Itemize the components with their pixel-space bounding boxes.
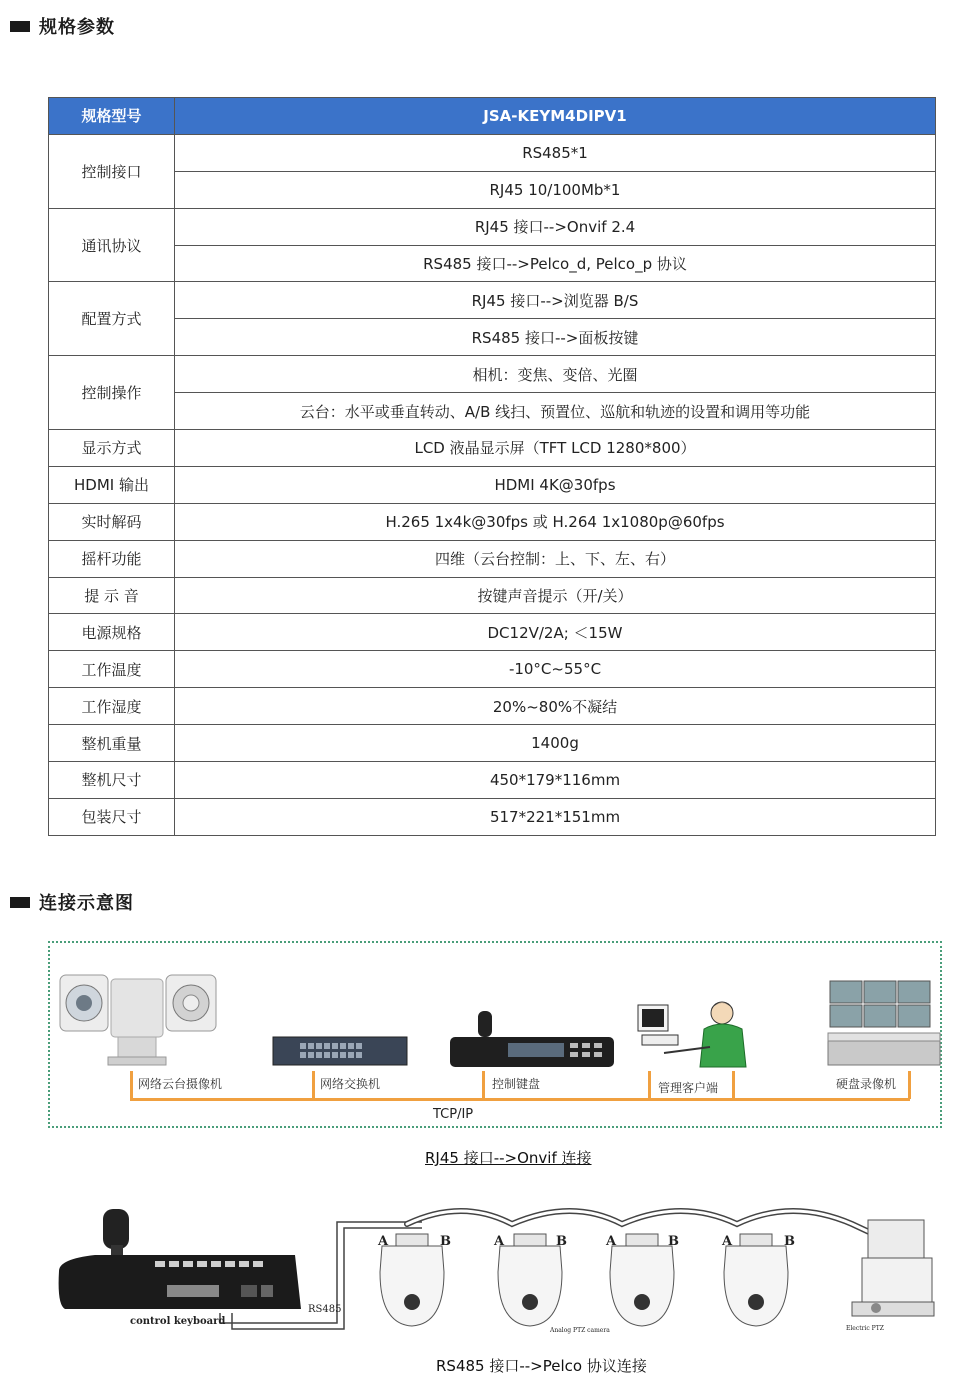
- table-row: [49, 688, 936, 725]
- pelco-caption: RS485 接口-->Pelco 协议连接: [436, 1357, 647, 1375]
- row-label: 控制接口: [49, 134, 175, 208]
- bus-drop: [130, 1071, 133, 1099]
- tcp-ip-label: TCP/IP: [433, 1107, 474, 1122]
- row-value: H.265 1x4k@30fps 或 H.264 1x1080p@60fps: [175, 503, 936, 540]
- row-value: 1400g: [175, 725, 936, 762]
- row-label: 电源规格: [49, 614, 175, 651]
- control-keyboard-icon: [55, 1205, 305, 1315]
- table-row: [49, 208, 936, 245]
- rs485-label: RS485: [308, 1304, 342, 1315]
- keyboard-label: control keyboard: [130, 1316, 226, 1327]
- row-value: RJ45 接口-->浏览器 B/S: [175, 282, 936, 319]
- network-diagram: [48, 941, 942, 1128]
- table-row: [49, 651, 936, 688]
- tcp-bus-line: [130, 1098, 910, 1101]
- onvif-caption: RJ45 接口-->Onvif 连接: [425, 1149, 592, 1167]
- diagram-title: 连接示意图: [39, 893, 134, 914]
- terminal-a-label: A: [606, 1234, 617, 1249]
- terminal-b-label: B: [668, 1234, 679, 1249]
- table-row: [49, 762, 936, 799]
- row-value: RS485*1: [175, 134, 936, 171]
- row-value: 相机：变焦、变倍、光圈: [175, 356, 936, 393]
- row-label: 包装尺寸: [49, 798, 175, 835]
- specs-title: 规格参数: [39, 17, 115, 38]
- electric-ptz-label: Electric PTZ: [846, 1325, 884, 1332]
- row-value: 云台：水平或垂直转动、A/B 线扫、预置位、巡航和轨迹的设置和调用等功能: [175, 393, 936, 430]
- table-row: [49, 245, 936, 282]
- terminal-b-label: B: [556, 1234, 567, 1249]
- row-label: 通讯协议: [49, 208, 175, 282]
- row-value: RJ45 10/100Mb*1: [175, 171, 936, 208]
- table-row: [49, 393, 936, 430]
- terminal-a-label: A: [722, 1234, 733, 1249]
- row-value: 450*179*116mm: [175, 762, 936, 799]
- row-label: 实时解码: [49, 503, 175, 540]
- row-value: 四维（云台控制：上、下、左、右）: [175, 540, 936, 577]
- row-value: 按键声音提示（开/关）: [175, 577, 936, 614]
- table-row: [49, 577, 936, 614]
- bus-drop: [908, 1071, 911, 1099]
- analog-ptz-label: Analog PTZ camera: [550, 1327, 610, 1334]
- header-model: JSA-KEYM4DIPV1: [175, 98, 936, 135]
- table-header-row: [49, 98, 936, 135]
- specs-section-heading: [10, 13, 115, 39]
- header-label: 规格型号: [49, 98, 175, 135]
- row-label: 摇杆功能: [49, 540, 175, 577]
- table-row: [49, 798, 936, 835]
- row-value: RS485 接口-->Pelco_d, Pelco_p 协议: [175, 245, 936, 282]
- nvr-recorder-icon: [826, 977, 944, 1073]
- row-label: HDMI 输出: [49, 466, 175, 503]
- device-label: 控制键盘: [492, 1077, 541, 1091]
- diagram-section-heading: [10, 889, 134, 915]
- network-switch-icon: [272, 1035, 408, 1069]
- row-label: 配置方式: [49, 282, 175, 356]
- table-row: [49, 540, 936, 577]
- table-row: [49, 134, 936, 171]
- bus-drop: [482, 1071, 485, 1099]
- bus-drop: [312, 1071, 315, 1099]
- row-value: LCD 液晶显示屏（TFT LCD 1280*800）: [175, 430, 936, 467]
- row-value: 20%~80%不凝结: [175, 688, 936, 725]
- row-value: -10°C~55°C: [175, 651, 936, 688]
- row-label: 提 示 音: [49, 577, 175, 614]
- spec-table: [48, 97, 936, 836]
- row-value: DC12V/2A; ＜15W: [175, 614, 936, 651]
- row-label: 工作湿度: [49, 688, 175, 725]
- electric-ptz-icon: [846, 1214, 942, 1324]
- section-marker: [10, 21, 30, 32]
- row-value: RJ45 接口-->Onvif 2.4: [175, 208, 936, 245]
- row-label: 整机尺寸: [49, 762, 175, 799]
- network-ptz-camera-icon: [56, 971, 226, 1071]
- device-label: 管理客户端: [658, 1081, 719, 1095]
- row-value: 517*221*151mm: [175, 798, 936, 835]
- table-row: [49, 466, 936, 503]
- terminal-a-label: A: [494, 1234, 505, 1249]
- table-row: [49, 319, 936, 356]
- device-label: 硬盘录像机: [836, 1077, 897, 1091]
- table-row: [49, 282, 936, 319]
- device-label: 网络交换机: [320, 1077, 381, 1091]
- table-row: [49, 356, 936, 393]
- section-marker: [10, 897, 30, 908]
- row-label: 整机重量: [49, 725, 175, 762]
- device-label: 网络云台摄像机: [138, 1077, 223, 1091]
- terminal-a-label: A: [378, 1234, 389, 1249]
- management-client-icon: [634, 997, 754, 1077]
- row-label: 控制操作: [49, 356, 175, 430]
- control-keyboard-icon: [448, 1007, 616, 1071]
- table-row: [49, 430, 936, 467]
- terminal-b-label: B: [440, 1234, 451, 1249]
- row-value: HDMI 4K@30fps: [175, 466, 936, 503]
- table-row: [49, 725, 936, 762]
- table-row: [49, 171, 936, 208]
- terminal-b-label: B: [784, 1234, 795, 1249]
- table-row: [49, 503, 936, 540]
- row-value: RS485 接口-->面板按键: [175, 319, 936, 356]
- row-label: 显示方式: [49, 430, 175, 467]
- table-row: [49, 614, 936, 651]
- row-label: 工作温度: [49, 651, 175, 688]
